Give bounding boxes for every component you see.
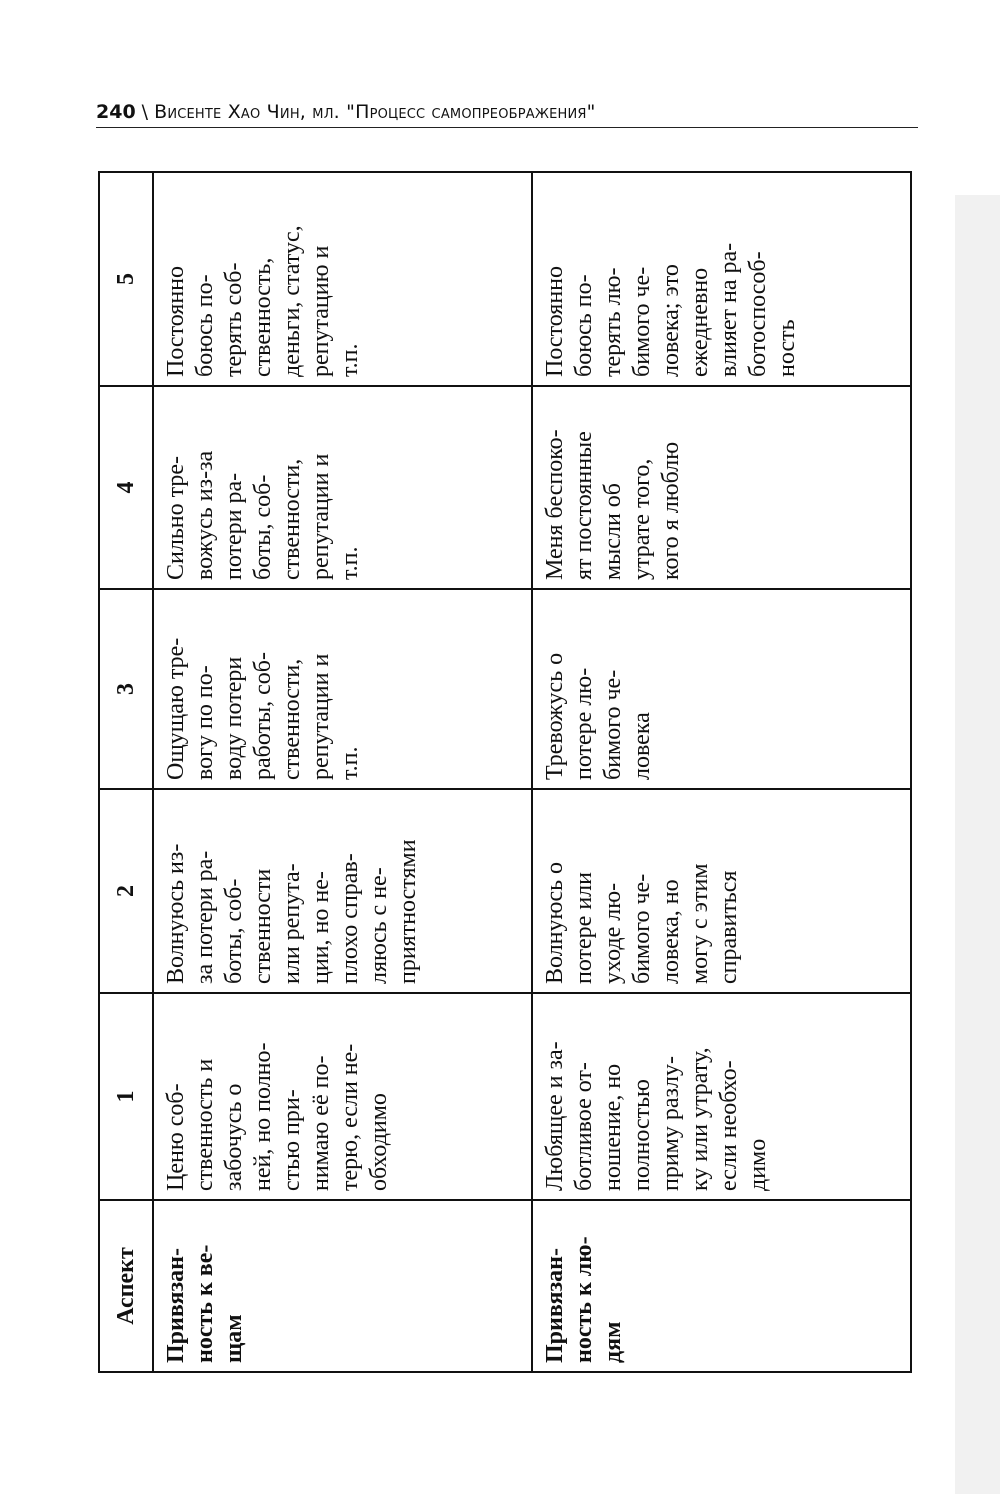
- table-cell: Любящее и за- ботливое от- ношение, но полностью приму разлу- ку или утрату, если необхо- димо: [532, 993, 911, 1200]
- table-row-things: [153, 172, 532, 1372]
- column-header-level-2: 2: [99, 789, 153, 993]
- page-edge-shade: [955, 195, 1000, 1494]
- table-cell: Меня беспоко- ят постоянные мысли об утрате того, кого я люблю: [532, 386, 911, 589]
- running-header: [96, 92, 918, 128]
- book-title: Висенте Хао Чин, мл. "Процесс самопреображения": [154, 101, 596, 123]
- header-separator: \: [141, 101, 149, 123]
- column-header-level-3: 3: [99, 589, 153, 789]
- table-header-row: [99, 172, 153, 1372]
- table-row-people: [532, 172, 911, 1372]
- column-header-level-1: 1: [99, 993, 153, 1200]
- aspect-cell: Привязан- ность к лю- дям: [532, 1200, 911, 1372]
- table-cell: Волнуюсь о потере или уходе лю- бимого че- ловека, но могу с этим справиться: [532, 789, 911, 993]
- column-header-aspect: Аспект: [99, 1200, 153, 1372]
- table-cell: Ценю соб- ственность и забочусь о ней, но полно- стью при- нимаю её по- терю, если не- обходимо: [153, 993, 532, 1200]
- table-cell: Тревожусь о потере лю- бимого че- ловека: [532, 589, 911, 789]
- table-cell: Сильно тре- вожусь из-за потери ра- боты, соб- ственности, репутации и т.п.: [153, 386, 532, 589]
- column-header-level-4: 4: [99, 386, 153, 589]
- page-number: 240: [96, 101, 136, 123]
- table-cell: Ощущаю тре- вогу по по- воду потери работы, соб- ственности, репутации и т.п.: [153, 589, 532, 789]
- table-cell: Постоянно боюсь по- терять лю- бимого че- ловека; это ежедневно влияет на ра- ботоспособ- ность: [532, 172, 911, 386]
- table-cell: Волнуюсь из- за потери ра- боты, соб- ственности или репута- ции, но не- плохо справ- ляюсь с не- приятностями: [153, 789, 532, 993]
- column-header-level-5: 5: [99, 172, 153, 386]
- table-cell: Постоянно боюсь по- терять соб- ственность, деньги, статус, репутацию и т.п.: [153, 172, 532, 386]
- aspect-cell: Привязан- ность к ве- щам: [153, 1200, 532, 1372]
- attachment-table: [98, 171, 912, 1373]
- rotated-table-container: [98, 173, 912, 1373]
